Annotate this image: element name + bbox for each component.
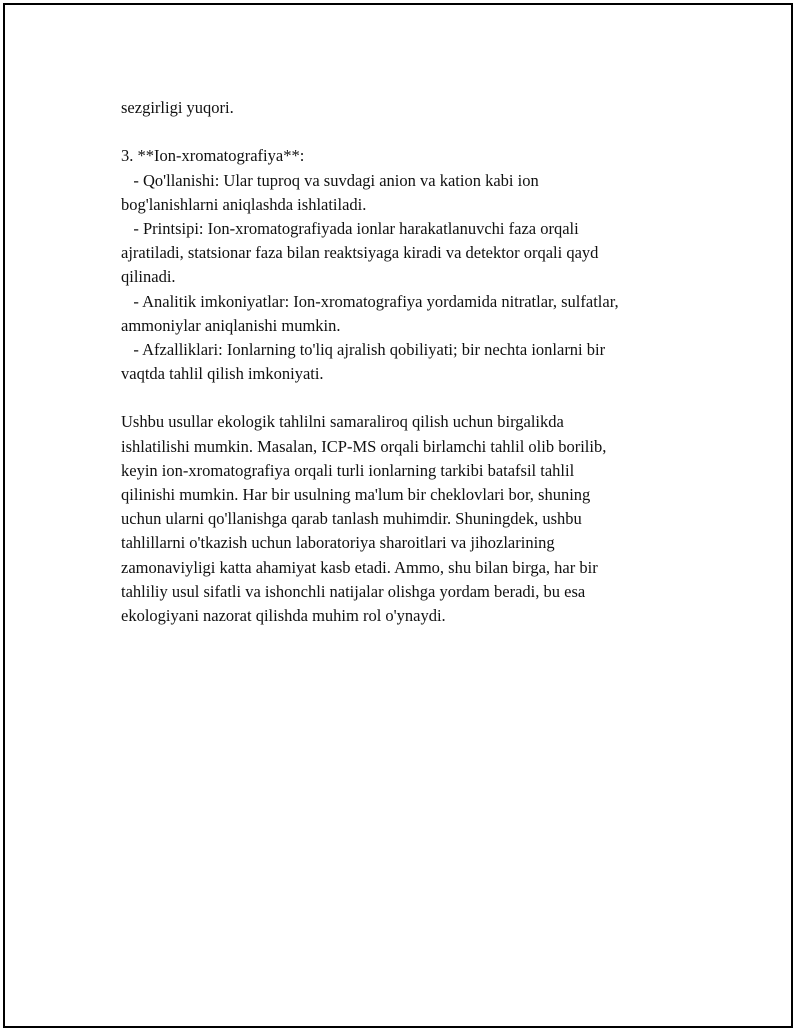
conclusion-line: keyin ion-xromatografiya orqali turli ionlarning tarkibi batafsil tahlil — [121, 460, 575, 480]
application-line: bog'lanishlarni aniqlashda ishlatiladi. — [121, 194, 367, 214]
principle-line: - Printsipi: Ion-xromatografiyada ionlar harakatlanuvchi faza orqali — [121, 218, 579, 238]
paragraph-spacer — [121, 386, 681, 410]
advantages-line: - Afzalliklari: Ionlarning to'liq ajralish qobiliyati; bir nechta ionlarni bir — [121, 339, 606, 359]
paragraph-spacer — [121, 120, 681, 144]
conclusion-line: zamonaviyligi katta ahamiyat kasb etadi. Ammo, shu bilan birga, har bir — [121, 557, 598, 577]
application-line: - Qo'llanishi: Ular tuproq va suvdagi anion va kation kabi ion — [121, 170, 539, 190]
conclusion-line: ishlatilishi mumkin. Masalan, ICP-MS orqali birlamchi tahlil olib borilib, — [121, 436, 607, 456]
conclusion-line: uchun ularni qo'llanishga qarab tanlash muhimdir. Shuningdek, ushbu — [121, 509, 582, 529]
conclusion-line: qilinishi mumkin. Har bir usulning ma'lum bir cheklovlari bor, shuning — [121, 485, 591, 504]
conclusion-line: Ushbu usullar ekologik tahlilni samaraliroq qilish uchun birgalikda — [121, 412, 564, 432]
capabilities-line: - Analitik imkoniyatlar: Ion-xromatografiya yordamida nitratlar, sulfatlar, — [121, 291, 619, 311]
principle-line: ajratiladi, statsionar faza bilan reaktsiyaga kiradi va detektor orqali qayd — [121, 243, 599, 263]
principle-line: qilinadi. — [121, 267, 176, 287]
section-heading: 3. **Ion-xromatografiya**: — [121, 146, 305, 166]
document-page — [3, 3, 793, 1028]
document-body — [121, 96, 681, 628]
paragraph-line: sezgirligi yuqori. — [121, 98, 234, 117]
conclusion-line: tahlillarni o'tkazish uchun laboratoriya sharoitlari va jihozlarining — [121, 533, 555, 553]
advantages-line: vaqtda tahlil qilish imkoniyati. — [121, 364, 324, 384]
conclusion-line: ekologiyani nazorat qilishda muhim rol o'ynaydi. — [121, 605, 446, 625]
conclusion-line: tahliliy usul sifatli va ishonchli natijalar olishga yordam beradi, bu esa — [121, 581, 586, 601]
capabilities-line: ammoniylar aniqlanishi mumkin. — [121, 315, 341, 335]
